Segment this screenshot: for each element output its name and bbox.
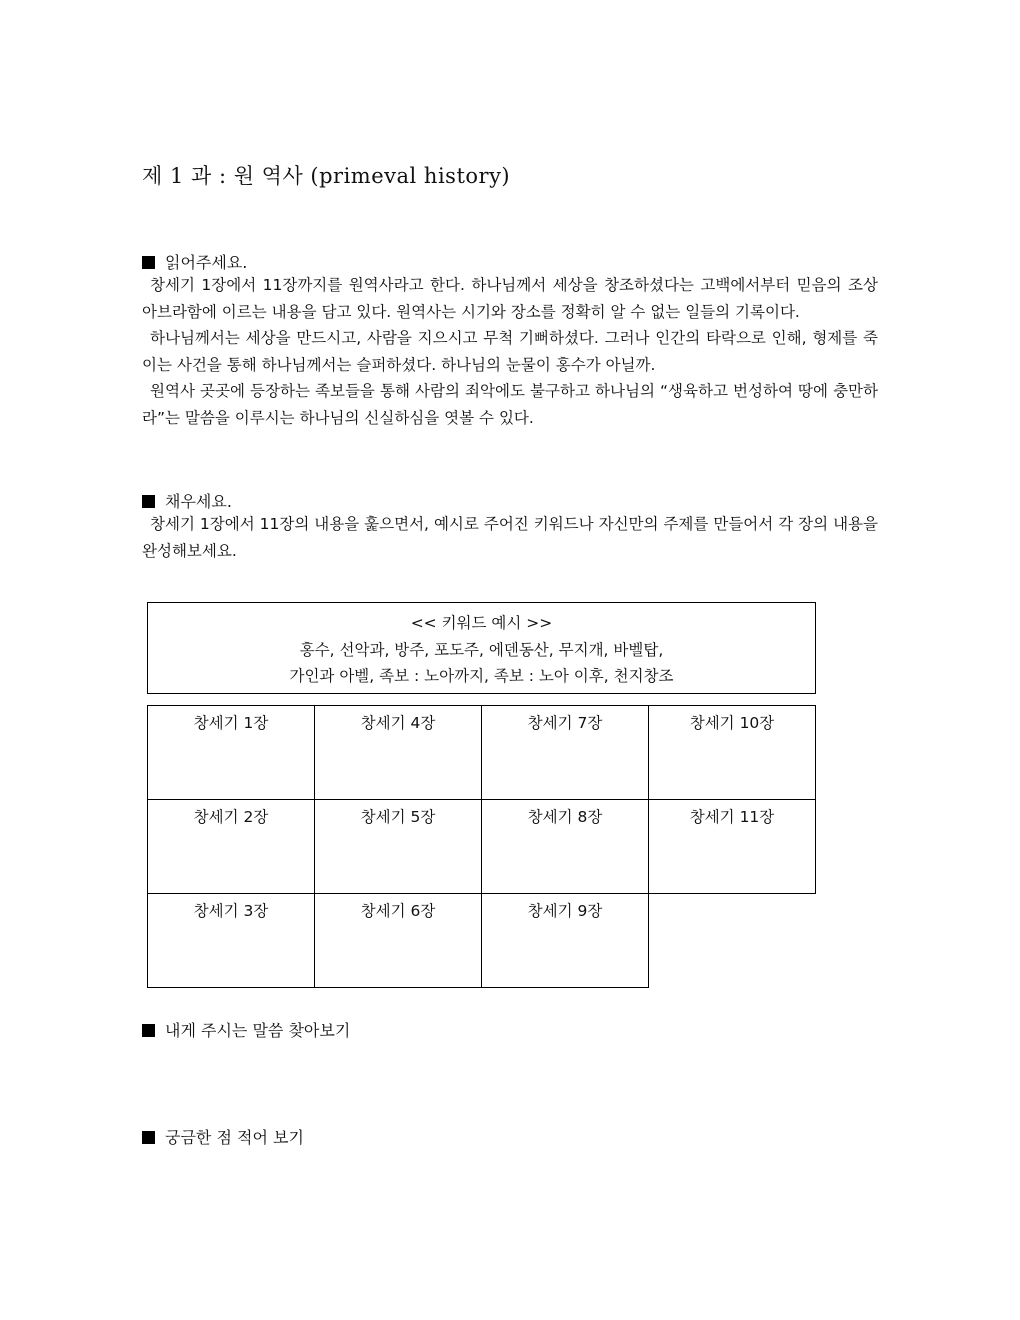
paragraph: 창세기 1장에서 11장까지를 원역사라고 한다. 하나님께서 세상을 창조하셨다는 고백에서부터 믿음의 조상 아브라함에 이르는 내용을 담고 있다. 원역사는 시기와 장소를 정확히 알 수 없는 일들의 기록이다. (142, 276, 878, 321)
chapter-label: 창세기 7장 (527, 714, 603, 732)
chapter-cell-7[interactable] (482, 706, 649, 800)
chapter-label: 창세기 5장 (360, 808, 436, 826)
chapter-label: 창세기 6장 (360, 902, 436, 920)
table-row (148, 800, 816, 894)
chapter-label: 창세기 10장 (689, 714, 775, 732)
chapter-label: 창세기 3장 (193, 902, 269, 920)
chapter-label: 창세기 9장 (527, 902, 603, 920)
chapter-label: 창세기 4장 (360, 714, 436, 732)
chapter-label: 창세기 8장 (527, 808, 603, 826)
black-square-icon (142, 495, 155, 508)
page-title: 제 1 과 : 원 역사 (primeval history) (142, 164, 511, 188)
chapter-label: 창세기 2장 (193, 808, 269, 826)
section-read-heading-text: 읽어주세요. (165, 253, 248, 272)
chapter-cell-3[interactable] (148, 894, 315, 988)
chapter-label: 창세기 1장 (193, 714, 269, 732)
chapter-cell-2[interactable] (148, 800, 315, 894)
chapter-cell-4[interactable] (315, 706, 482, 800)
keyword-line-1: 홍수, 선악과, 방주, 포도주, 에덴동산, 무지개, 바벨탑, (299, 640, 664, 659)
section-word-heading (142, 1018, 350, 1041)
keyword-example-box (147, 602, 816, 694)
section-word-heading-text: 내게 주시는 말씀 찾아보기 (165, 1021, 351, 1040)
chapter-cell-5[interactable] (315, 800, 482, 894)
section-fill-heading (142, 489, 232, 512)
keyword-box-header: << 키워드 예시 >> (410, 614, 553, 632)
empty-cell (649, 894, 816, 988)
chapter-cell-6[interactable] (315, 894, 482, 988)
chapter-cell-10[interactable] (649, 706, 816, 800)
chapter-cell-8[interactable] (482, 800, 649, 894)
section-fill-heading-text: 채우세요. (165, 492, 232, 511)
table-row (148, 894, 816, 988)
black-square-icon (142, 1024, 155, 1037)
black-square-icon (142, 1131, 155, 1144)
paragraph: 원역사 곳곳에 등장하는 족보들을 통해 사람의 죄악에도 불구하고 하나님의 “생육하고 번성하여 땅에 충만하라”는 말씀을 이루시는 하나님의 신실하심을 엿볼 수 있다. (142, 382, 878, 427)
chapter-cell-11[interactable] (649, 800, 816, 894)
section-questions-heading (142, 1125, 304, 1148)
black-square-icon (142, 256, 155, 269)
keyword-line-2: 가인과 아벨, 족보 : 노아까지, 족보 : 노아 이후, 천지창조 (289, 667, 674, 685)
chapter-label: 창세기 11장 (689, 808, 775, 826)
chapter-cell-1[interactable] (148, 706, 315, 800)
chapter-cell-9[interactable] (482, 894, 649, 988)
section-fill-body (142, 511, 878, 564)
paragraph: 하나님께서는 세상을 만드시고, 사람을 지으시고 무척 기뻐하셨다. 그러나 인간의 타락으로 인해, 형제를 죽이는 사건을 통해 하나님께서는 슬퍼하셨다. 하나님의 눈물이 홍수가 아닐까. (142, 329, 878, 374)
section-questions-heading-text: 궁금한 점 적어 보기 (165, 1128, 304, 1147)
table-row (148, 706, 816, 800)
section-read-heading (142, 250, 247, 273)
instruction: 창세기 1장에서 11장의 내용을 훑으면서, 예시로 주어진 키워드나 자신만의 주제를 만들어서 각 장의 내용을 완성해보세요. (142, 515, 878, 560)
chapter-grid (147, 705, 816, 988)
section-read-body (142, 272, 878, 431)
